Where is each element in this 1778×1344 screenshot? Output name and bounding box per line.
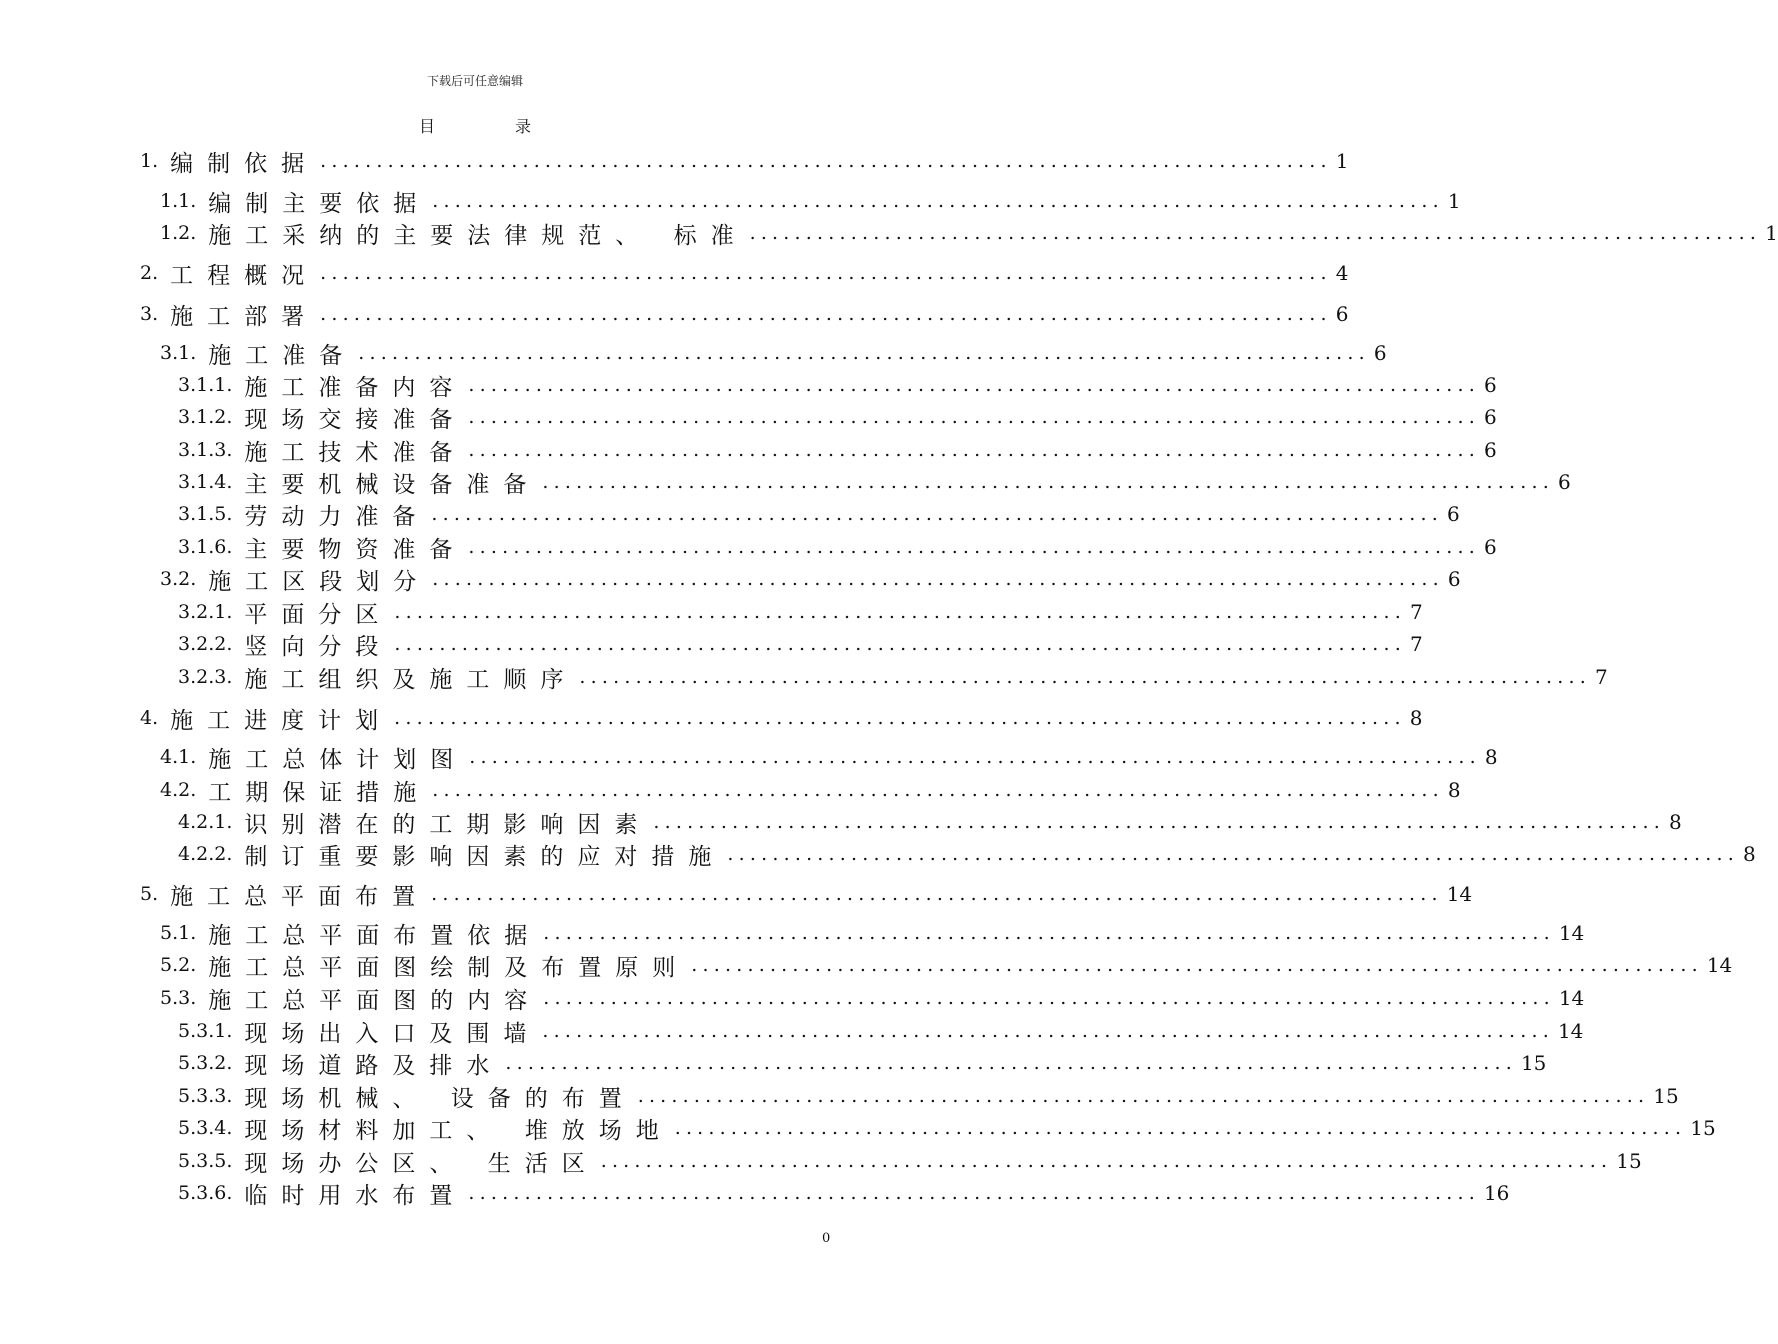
toc-entry-title: 现场道路及排水 [244,1052,504,1079]
toc-entry-title: 主要机械设备准备 [244,471,541,498]
toc-entry-title: 施工总体计划图 [208,746,468,773]
toc-entry-leader: .......................................................................................... [431,503,1443,525]
toc-entry-page: 7 [1409,632,1423,656]
toc-entry[interactable] [178,597,1423,628]
toc-entry-number: 3.1.5. [178,503,233,525]
toc-entry-title: 施工组织及施工顺序 [244,666,578,693]
toc-entry-page: 1 [1765,221,1778,245]
toc-entry-leader: .......................................................................................... [468,406,1480,428]
toc-entry-page: 14 [1558,986,1585,1010]
toc-entry-number: 5.3.1. [178,1020,233,1042]
toc-entry-page: 6 [1483,438,1497,462]
toc-entry-number: 5.3.2. [178,1052,233,1074]
toc-entry[interactable] [160,950,1733,981]
toc-entry-page: 15 [1616,1149,1642,1173]
toc-entry-number: 3.2. [160,568,197,590]
toc-entry[interactable] [178,807,1682,838]
toc-entry[interactable] [160,564,1461,595]
toc-entry-number: 5.3.4. [178,1117,233,1139]
toc-entry-number: 1. [140,150,159,172]
toc-entry-number: 3.2.1. [178,601,233,623]
toc-entry-title: 施工总平面图的内容 [208,987,542,1014]
toc-entry-page: 15 [1520,1051,1547,1075]
toc-entry-leader: .......................................................................................... [468,374,1480,396]
toc-entry-leader: .......................................................................................... [432,190,1444,212]
toc-entry-title: 现场办公区、 生活区 [244,1150,599,1177]
toc-entry-title: 现场出入口及围墙 [244,1020,541,1047]
toc-entry[interactable] [178,532,1497,563]
toc-entry-number: 3.1.2. [178,406,233,428]
toc-entry[interactable] [178,839,1756,870]
toc-entry-page: 8 [1484,745,1498,769]
toc-entry-title: 施工区段划分 [208,568,431,595]
toc-entry-leader: .......................................................................................... [637,1085,1650,1107]
toc-entry-leader: .......................................................................................... [394,633,1406,655]
toc-entry-number: 4.1. [160,746,197,768]
toc-entry-leader: .......................................................................................... [468,1182,1480,1204]
toc-entry[interactable] [178,370,1497,401]
toc-entry-number: 1.1. [160,190,197,212]
toc-entry-leader: .......................................................................................... [543,987,1555,1009]
toc-entry[interactable] [178,499,1460,530]
toc-entry-number: 3.1.3. [178,439,233,461]
toc-entry-leader: .......................................................................................... [432,779,1444,801]
toc-entry[interactable] [178,1178,1510,1209]
toc-entry-page: 1 [1335,149,1349,173]
toc-entry-number: 4.2.1. [178,811,233,833]
page-header: 下载后可任意编辑 [426,74,523,88]
toc-entry-leader: .......................................................................................... [394,707,1406,729]
toc-entry-page: 6 [1557,470,1571,494]
toc-entry[interactable] [140,146,1349,177]
toc-entry[interactable] [178,662,1608,693]
toc-entry-title: 主要物资准备 [244,536,467,563]
toc-entry[interactable] [140,299,1349,330]
toc-entry[interactable] [160,186,1461,217]
toc-entry-page: 15 [1690,1116,1716,1140]
toc-entry-number: 2. [140,262,159,284]
toc-entry-page: 6 [1483,405,1497,429]
toc-entry-title: 施工进度计划 [170,707,393,734]
toc-entry-page: 8 [1668,810,1682,834]
toc-entry-page: 6 [1446,502,1460,526]
toc-entry-leader: .......................................................................................... [320,262,1332,284]
toc-entry-title: 编制主要依据 [208,190,431,217]
toc-entry-leader: .......................................................................................... [600,1150,1613,1172]
toc-entry-title: 施工总平面图绘制及布置原则 [208,954,690,981]
toc-entry-leader: .......................................................................................... [468,439,1480,461]
toc-title [0,114,950,137]
toc-entry-page: 6 [1335,302,1349,326]
toc-entry-number: 3.1.4. [178,471,233,493]
toc-entry-page: 16 [1483,1181,1510,1205]
toc-entry-title: 现场交接准备 [244,406,467,433]
toc-entry-page: 7 [1594,665,1608,689]
toc-entry-title: 施工总平面布置 [170,883,430,910]
toc-title-left: 目 [418,117,435,136]
toc-entry-leader: .......................................................................................... [542,1020,1554,1042]
toc-entry-page: 14 [1557,1019,1584,1043]
toc-entry-number: 5.3.3. [178,1085,233,1107]
toc-entry[interactable] [160,775,1461,806]
toc-entry-number: 3.1.6. [178,536,233,558]
toc-entry-title: 现场材料加工、 堆放场地 [244,1117,673,1144]
toc-entry-leader: .......................................................................................... [579,666,1591,688]
toc-entry-leader: .......................................................................................... [432,568,1444,590]
toc-entry-title: 施工采纳的主要法律规范、 标准 [208,222,748,249]
toc-entry-page: 7 [1409,600,1423,624]
toc-entry-number: 3.1.1. [178,374,233,396]
page-number: 0 [822,1231,831,1246]
toc-entry-page: 15 [1653,1084,1679,1108]
toc-entry-title: 施工部署 [170,303,319,330]
toc-entry-title: 竖向分段 [244,633,393,660]
toc-entry-leader: .......................................................................................... [394,601,1406,623]
toc-entry-leader: .......................................................................................... [468,536,1480,558]
toc-entry-number: 3.2.2. [178,633,233,655]
toc-entry-title: 施工技术准备 [244,439,467,466]
toc-entry-leader: .......................................................................................... [320,150,1332,172]
toc-entry-leader: .......................................................................................... [674,1117,1687,1139]
toc-entry-page: 14 [1706,953,1733,977]
toc-entry[interactable] [178,435,1497,466]
toc-entry[interactable] [178,1048,1547,1079]
toc-entry-title: 平面分区 [244,601,393,628]
toc-entry-page: 14 [1446,882,1473,906]
toc-entry[interactable] [160,338,1387,369]
toc-entry[interactable] [178,467,1571,498]
toc-entry-number: 5.3.5. [178,1150,233,1172]
toc-entry-title: 工期保证措施 [208,779,431,806]
toc-entry-page: 14 [1558,921,1585,945]
toc-entry-page: 4 [1335,261,1349,285]
toc-entry-page: 8 [1409,706,1423,730]
toc-entry[interactable] [160,983,1585,1014]
toc-entry-leader: .......................................................................................... [320,303,1332,325]
toc-entry[interactable] [178,1146,1642,1177]
toc-entry[interactable] [140,703,1423,734]
toc-entry[interactable] [160,918,1585,949]
toc-entry-number: 1.2. [160,222,197,244]
toc-entry-number: 3.2.3. [178,666,233,688]
toc-entry-number: 5.3. [160,987,197,1009]
toc-entry[interactable] [178,402,1497,433]
toc-entry-page: 8 [1447,778,1461,802]
toc-entry-leader: .......................................................................................... [653,811,1665,833]
toc-entry-page: 6 [1483,535,1497,559]
toc-entry[interactable] [178,629,1423,660]
toc-entry-title: 临时用水布置 [244,1182,467,1209]
toc-entry[interactable] [160,742,1498,773]
toc-entry-number: 5.1. [160,922,197,944]
toc-entry[interactable] [178,1113,1716,1144]
toc-entry-title: 施工准备 [208,342,357,369]
toc-entry-title: 制订重要影响因素的应对措施 [244,843,726,870]
toc-entry-title: 施工准备内容 [244,374,467,401]
toc-entry-title: 劳动力准备 [244,503,430,530]
toc-entry-number: 5.2. [160,954,197,976]
toc-entry-title: 编制依据 [170,150,319,177]
toc-entry-leader: .......................................................................................... [542,471,1554,493]
toc-entry-leader: .......................................................................................... [691,954,1703,976]
toc-entry[interactable] [160,218,1778,249]
toc-entry-leader: .......................................................................................... [727,843,1739,865]
toc-entry-number: 5. [140,883,159,905]
toc-entry-leader: .......................................................................................... [505,1052,1517,1074]
toc-entry-title: 施工总平面布置依据 [208,922,542,949]
toc-entry-page: 1 [1447,189,1461,213]
toc-entry-leader: .......................................................................................... [543,922,1555,944]
toc-entry-page: 6 [1373,341,1387,365]
toc-entry-leader: .......................................................................................... [431,883,1443,905]
toc-entry-number: 3.1. [160,342,197,364]
toc-entry-number: 4. [140,707,159,729]
toc-entry-leader: .......................................................................................... [358,342,1370,364]
toc-entry-number: 4.2.2. [178,843,233,865]
toc-entry-number: 5.3.6. [178,1182,233,1204]
toc-entry[interactable] [140,258,1349,289]
toc-entry-title: 识别潜在的工期影响因素 [244,811,652,838]
toc-entry[interactable] [178,1016,1584,1047]
toc-entry[interactable] [140,879,1473,910]
toc-entry-page: 6 [1447,567,1461,591]
toc-entry-number: 4.2. [160,779,197,801]
toc-entry-title: 工程概况 [170,262,319,289]
toc-title-right: 录 [515,117,532,136]
toc-entry-number: 3. [140,303,159,325]
toc-entry-title: 现场机械、 设备的布置 [244,1085,636,1112]
toc-entry-leader: .......................................................................................... [749,222,1762,244]
toc-entry-leader: .......................................................................................... [469,746,1481,768]
toc-entry[interactable] [178,1081,1679,1112]
toc-entry-page: 6 [1483,373,1497,397]
toc-entry-page: 8 [1742,842,1756,866]
